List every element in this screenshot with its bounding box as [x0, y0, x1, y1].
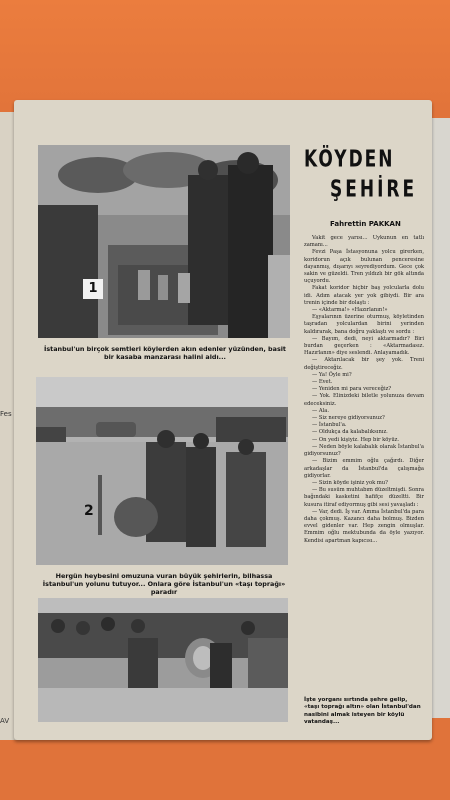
photo-number-1: 1	[83, 279, 103, 299]
photo-3-villager-with-quilt	[38, 598, 288, 722]
article-paragraph: Fevzi Paşa İstasyonuna yolcu girerken, koridorun açık bulunan penceresine dayanmış, dışarıyı seyrediyordum. Gece çok sakin ve güzeldi. Tren yıldızlı bir gök altında uçuyordu.	[304, 249, 424, 285]
article-paragraph: — Siz nereye gidiyorsunuz?	[312, 415, 385, 422]
left-page-fragment: Fes	[0, 410, 12, 418]
article-paragraph: — Evet.	[312, 379, 333, 386]
article-title-line-1: KÖYDEN	[304, 146, 395, 173]
article-paragraph: — Ya! Öyle mi?	[312, 371, 352, 378]
article-paragraph: — Bayım, dedi, neyi aktarmadır? Biri burdan geçerken : «Aktarmadasız. Hazırlanın» diye seslendi. Anlayamadık.	[304, 335, 424, 357]
article-author: Fahrettin PAKKAN	[330, 220, 401, 228]
right-adjacent-page	[430, 118, 450, 718]
article-paragraph: — Bu susüm muhtabım düzeltmişdi. Sonra bağındaki kasketini hafifçe düzeltti. Bir kusura itiraf ediyormuş gibi sesi yavaşladı :	[304, 487, 424, 508]
article-paragraph: — Neden böyle kalabalık olarak İstanbul'a gidiyorsunuz?	[304, 443, 424, 458]
photo-number-2: 2	[84, 503, 94, 519]
article-paragraph: — Oldukça da kalabalıksınız.	[312, 429, 388, 436]
article-paragraph: — Yok. Elinizdeki biletle yolunuza devam edeceksiniz.	[304, 393, 424, 407]
photo-3-caption: İşte yorganı sırtında şehre gelip, «taşı toprağı altın» olan İstanbul'dan nasibini almak isteyen bir köylü vatandaş...	[304, 697, 421, 726]
article-body	[304, 235, 424, 545]
article-paragraph: Eşyalarının üzerine oturmuş, köyletinden taşradan yolculardan birini yerinden kaldırarak, bana doğru yaklaştı ve sordu :	[304, 314, 424, 335]
article-paragraph: — Aktarılacak bir şey yok. Treni değiştireceğiz.	[304, 357, 424, 371]
article-paragraph: Vakit gece yarısı... Uykunun en tatlı zamanı...	[304, 235, 424, 249]
article-paragraph: — Var, dedi. İş var. Amma İstanbul'da para daha çokmuş. Kazancı daha bolmuş. Bizden evvel gidenler var. Hep zengin olmuşlar. Emmim oğlu mektubunda da öyle yazıyor. Kendisi apartman kapıcısı...	[304, 508, 425, 544]
photo-1-street-vendor	[38, 145, 290, 338]
photo-1-caption: İstanbul'un birçok semtleri köylerden akın edenler yüzünden, basit bir kasaba manzarası halini aldı...	[43, 345, 286, 362]
photo-2-caption: Hergün heybesini omuzuna vuran büyük şehirlerin, bilhassa İstanbul'un yolunu tutuyor... Onlara göre İstanbul'un «taşı toprağı» paradır	[42, 572, 286, 597]
article-paragraph: — Bizim emmim oğlu çağırdı. Diğer arkadaşlar da İstanbul'da çalışmağa gidiyorlar.	[304, 458, 424, 479]
article-paragraph: — Ala.	[312, 407, 329, 414]
article-paragraph: Fakat koridor hiçbir baş yolcularla dolu idi. Adım atacak yer yok gibiydi. Bir ara trenin içinde bir dolaştı :	[304, 285, 424, 306]
article-paragraph: — Yeniden mi para vereceğiz?	[312, 386, 392, 393]
article-paragraph: — İstanbul'a.	[312, 422, 347, 429]
orange-background	[0, 0, 450, 110]
article-paragraph: — On yedi kişiyiz. Hep bir köyüz.	[312, 436, 400, 443]
article-paragraph: — Sizin köyde işiniz yok mu?	[312, 479, 388, 486]
left-page-fragment: AV	[0, 717, 10, 725]
article-title-line-2: ŞEHİRE	[330, 176, 418, 203]
photo-2-travelers	[36, 377, 288, 565]
article-paragraph: — «Aktarma!» «Hazırlanın!»	[312, 307, 388, 314]
